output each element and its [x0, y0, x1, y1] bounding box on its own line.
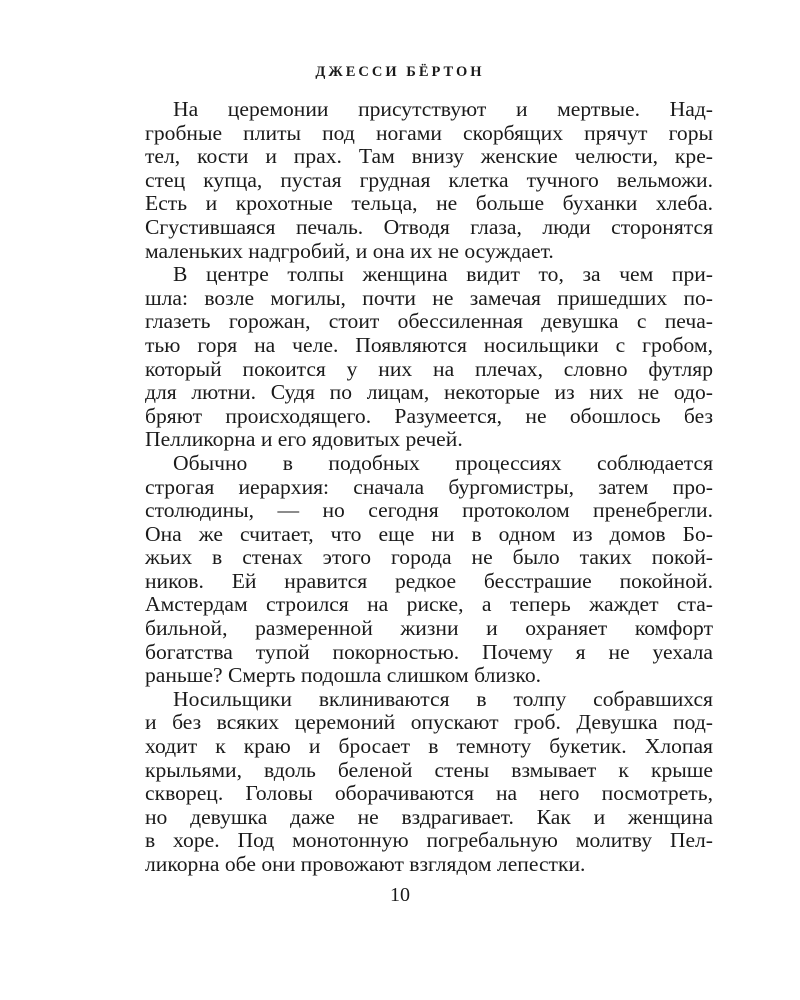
text-line: бряют происходящего. Разумеется, не обошлось без	[145, 403, 713, 428]
text-line: гробные плиты под ногами скорбящих прячут горы	[145, 120, 713, 145]
text-line: Обычно в подобных процессиях соблюдается	[173, 450, 713, 475]
text-line: который покоится у них на плечах, словно футляр	[145, 356, 713, 381]
text-line: ликорна обе они провожают взглядом лепестки.	[145, 852, 586, 876]
text-line: ников. Ей нравится редкое бесстрашие покойной.	[145, 568, 713, 593]
text-line: Пелликорна и его ядовитых речей.	[145, 427, 463, 452]
text-line: стец купца, пустая грудная клетка тучного вельможи.	[145, 167, 713, 192]
text-line: Амстердам строился на риске, а теперь жаждет ста-	[145, 592, 713, 617]
text-line: ходит к краю и бросает в темноту букетик. Хлопая	[145, 734, 713, 759]
body-text	[145, 98, 713, 877]
text-line: строгая иерархия: сначала бургомистры, затем про-	[145, 474, 713, 499]
text-line: Носильщики вклиниваются в толпу собравшихся	[173, 686, 713, 711]
text-line: тью горя на челе. Появляются носильщики с гробом,	[145, 332, 713, 357]
page-number: 10	[390, 884, 410, 906]
text-line: Она же считает, что еще ни в одном из домов Бо-	[145, 521, 713, 546]
text-line: в хоре. Под монотонную погребальную молитву Пел-	[145, 828, 713, 853]
text-line: столюдины, — но сегодня протоколом пренебрегли.	[145, 498, 713, 523]
text-line: богатства тупой покорностью. Почему я не уехала	[145, 639, 713, 664]
text-line: крыльями, вдоль беленой стены взмывает к крыше	[145, 757, 713, 782]
text-line: и без всяких церемоний опускают гроб. Девушка под-	[145, 710, 713, 735]
text-line: На церемонии присутствуют и мертвые. Над-	[173, 97, 713, 121]
text-line: Сгустившаяся печаль. Отводя глаза, люди сторонятся	[145, 214, 713, 239]
text-line: скворец. Головы оборачиваются на него посмотреть,	[145, 781, 713, 806]
text-line: раньше? Смерть подошла слишком близко.	[145, 663, 542, 688]
text-line: жьих в стенах этого города не было таких покой-	[145, 545, 713, 570]
text-line: для лютни. Судя по лицам, некоторые из них не одо-	[145, 380, 713, 405]
running-head: ДЖЕССИ БЁРТОН	[315, 64, 485, 80]
text-line: но девушка даже не вздрагивает. Как и женщина	[145, 804, 713, 829]
text-line: Есть и крохотные тельца, не больше буханки хлеба.	[145, 191, 713, 216]
text-line: маленьких надгробий, и она их не осуждает.	[145, 238, 554, 263]
text-line: В центре толпы женщина видит то, за чем при-	[173, 262, 713, 287]
text-line: бильной, размеренной жизни и охраняет комфорт	[145, 616, 713, 641]
text-line: шла: возле могилы, почти не замечая пришедших по-	[145, 285, 713, 310]
text-line: тел, кости и прах. Там внизу женские челюсти, кре-	[145, 144, 713, 169]
text-line: глазеть горожан, стоит обессиленная девушка с печа-	[145, 309, 713, 334]
